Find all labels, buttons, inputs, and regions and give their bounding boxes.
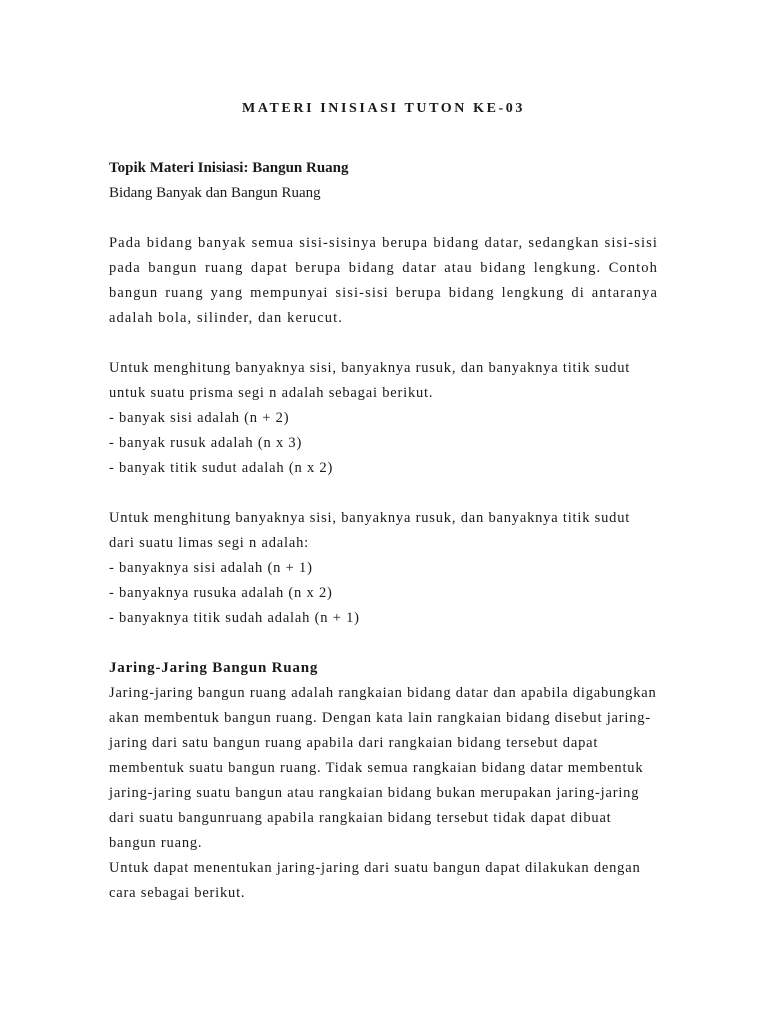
- spacer: [109, 481, 658, 506]
- paragraph-jaring-body: Jaring-jaring bangun ruang adalah rangkaian bidang datar dan apabila digabungkan akan membentuk bangun ruang. Dengan kata lain rangkaian bidang disebut jaring-jaring dari satu bangun ruang apabila dari rangkaian bidang tersebut dapat membentuk suatu bangun ruang. Tidak semua rangkaian bidang datar membentuk jaring-jaring suatu bangun atau rangkaian bidang bukan merupakan jaring-jaring dari suatu bangunruang apabila rangkaian bidang tersebut tidak dapat dibuat bangun ruang.: [109, 685, 657, 851]
- spacer: [109, 331, 658, 356]
- list-item-limas-sisi: - banyaknya sisi adalah (n + 1): [109, 560, 313, 576]
- list-item-prisma-rusuk: - banyak rusuk adalah (n x 3): [109, 435, 303, 451]
- section-heading-jaring: Jaring-Jaring Bangun Ruang: [109, 660, 319, 676]
- paragraph-limas-intro: Untuk menghitung banyaknya sisi, banyaknya rusuk, dan banyaknya titik sudut dari suatu limas segi n adalah:: [109, 510, 631, 551]
- document-title: MATERI INISIASI TUTON KE-03: [242, 101, 525, 116]
- paragraph-bidang-banyak: Pada bidang banyak semua sisi-sisinya berupa bidang datar, sedangkan sisi-sisi pada bangun ruang dapat berupa bidang datar atau bidang lengkung. Contoh bangun ruang yang mempunyai sisi-sisi berupa bidang lengkung di antaranya adalah bola, silinder, dan kerucut.: [109, 235, 658, 326]
- list-item-limas-rusuk: - banyaknya rusuka adalah (n x 2): [109, 585, 333, 601]
- paragraph-jaring-cara: Untuk dapat menentukan jaring-jaring dari suatu bangun dapat dilakukan dengan cara sebagai berikut.: [109, 860, 641, 901]
- paragraph-prisma-intro: Untuk menghitung banyaknya sisi, banyaknya rusuk, dan banyaknya titik sudut untuk suatu prisma segi n adalah sebagai berikut.: [109, 360, 631, 401]
- list-item-limas-titik-sudut: - banyaknya titik sudah adalah (n + 1): [109, 610, 360, 626]
- document-page: [109, 100, 658, 906]
- spacer: [109, 631, 658, 656]
- list-item-prisma-sisi: - banyak sisi adalah (n + 2): [109, 410, 290, 426]
- list-item-prisma-titik-sudut: - banyak titik sudut adalah (n x 2): [109, 460, 334, 476]
- topic-heading: Topik Materi Inisiasi: Bangun Ruang: [109, 160, 349, 176]
- subtopic-heading: Bidang Banyak dan Bangun Ruang: [109, 185, 321, 201]
